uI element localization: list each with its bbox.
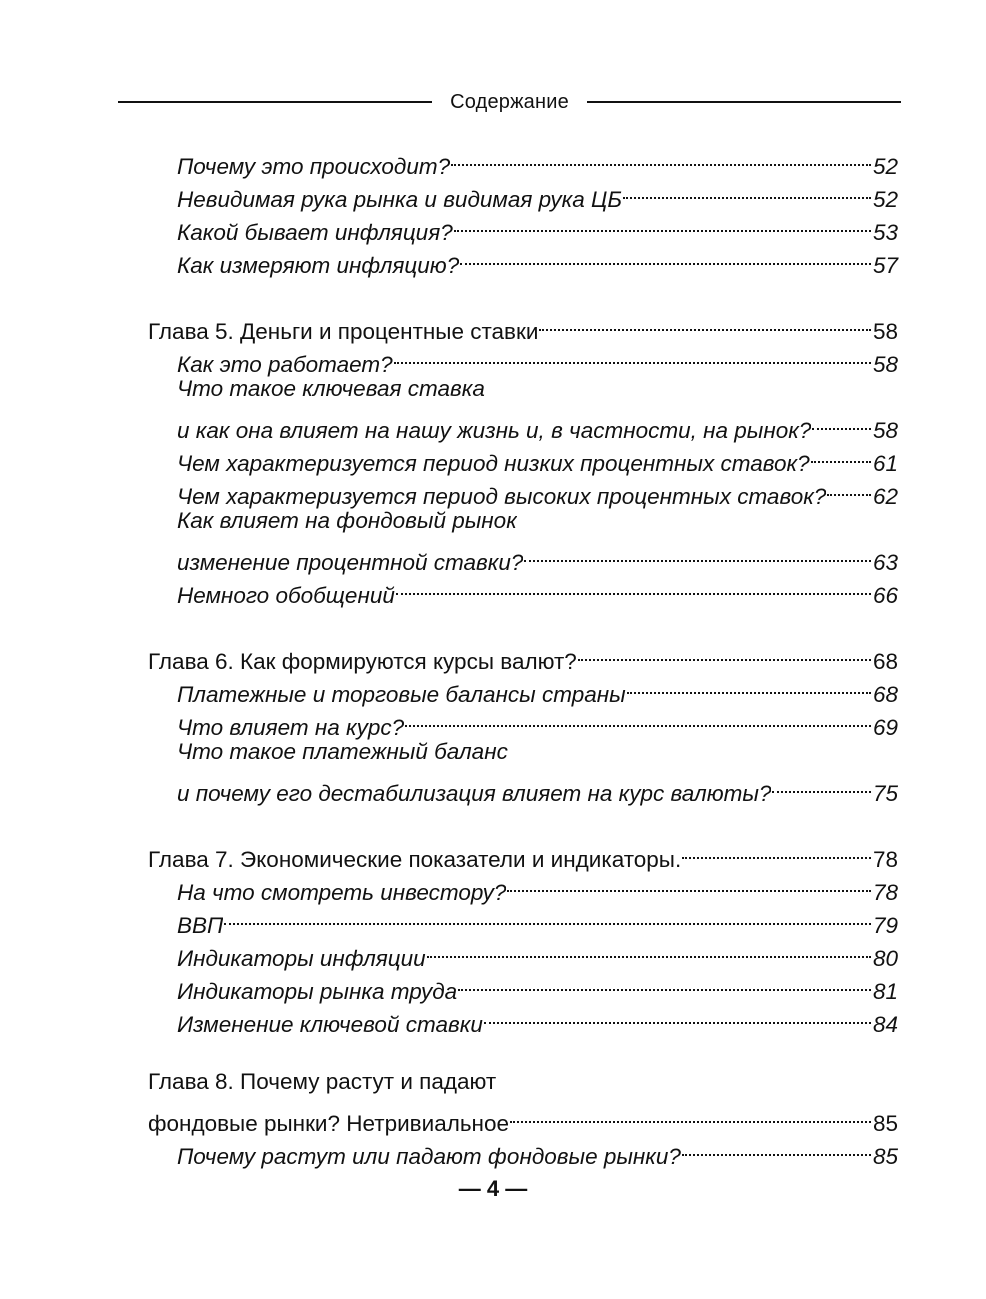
toc-entry-page: 62 xyxy=(872,484,898,509)
toc-entry-label: Что влияет на курс? xyxy=(177,715,405,740)
table-of-contents xyxy=(148,141,898,1169)
toc-entry-label: Как это работает? xyxy=(177,352,393,377)
dot-leader xyxy=(405,702,871,735)
toc-entry-label: и почему его дестабилизация влияет на курс валюты? xyxy=(177,781,772,806)
toc-entry-label: Индикаторы инфляции xyxy=(177,946,426,971)
toc-chapter-entry[interactable] xyxy=(148,1065,898,1098)
dot-leader xyxy=(454,207,871,240)
toc-entry-label: Какой бывает инфляция? xyxy=(177,220,453,245)
toc-section-entry[interactable] xyxy=(148,933,898,971)
toc-entry-page: 52 xyxy=(872,154,898,179)
toc-entry-label: Индикаторы рынка труда xyxy=(177,979,458,1004)
dot-leader xyxy=(812,405,871,438)
toc-entry-page: 58 xyxy=(872,418,898,443)
toc-entry-page: 78 xyxy=(872,847,898,872)
toc-entry-page: 68 xyxy=(872,682,898,707)
toc-entry-page: 85 xyxy=(872,1111,898,1136)
toc-entry-page: 85 xyxy=(872,1144,898,1169)
toc-entry-label: Как влияет на фондовый рынок xyxy=(177,508,517,533)
toc-entry-page: 80 xyxy=(872,946,898,971)
toc-entry-page: 68 xyxy=(872,649,898,674)
toc-entry-label: и как она влияет на нашу жизнь и, в частности, на рынок? xyxy=(177,418,812,443)
dot-leader xyxy=(458,966,871,999)
toc-section-entry[interactable] xyxy=(148,735,898,768)
toc-chapter-entry[interactable] xyxy=(148,1098,898,1136)
dot-leader xyxy=(539,306,871,339)
dot-leader xyxy=(460,240,871,273)
toc-entry-label: Как измеряют инфляцию? xyxy=(177,253,460,278)
toc-entry-label: Глава 7. Экономические показатели и индикаторы. xyxy=(148,847,682,872)
toc-entry-label: На что смотреть инвестору? xyxy=(177,880,507,905)
dot-leader xyxy=(682,834,871,867)
toc-entry-label: Глава 6. Как формируются курсы валют? xyxy=(148,649,577,674)
toc-entry-label: Чем характеризуется период низких процентных ставок? xyxy=(177,451,810,476)
toc-entry-label: Почему это происходит? xyxy=(177,154,451,179)
dot-leader xyxy=(394,339,871,372)
dot-leader xyxy=(811,438,871,471)
dot-leader xyxy=(224,900,871,933)
toc-entry-page: 84 xyxy=(872,1012,898,1037)
dot-leader xyxy=(524,537,871,570)
dot-leader xyxy=(772,768,871,801)
page-number: — 4 — xyxy=(458,1176,528,1201)
toc-entry-label: изменение процентной ставки? xyxy=(177,550,524,575)
toc-entry-page: 53 xyxy=(872,220,898,245)
dot-leader xyxy=(507,867,871,900)
toc-section-entry[interactable] xyxy=(148,405,898,443)
toc-chapter-entry[interactable] xyxy=(148,306,898,344)
toc-entry-label: Платежные и торговые балансы страны xyxy=(177,682,626,707)
toc-entry-label: Глава 8. Почему растут и падают xyxy=(148,1069,497,1094)
toc-chapter-entry[interactable] xyxy=(148,636,898,674)
toc-entry-page: 58 xyxy=(872,352,898,377)
dot-leader xyxy=(623,174,871,207)
header-rule-left xyxy=(118,101,432,103)
toc-entry-page: 66 xyxy=(872,583,898,608)
toc-entry-label: Что такое ключевая ставка xyxy=(177,376,485,401)
dot-leader xyxy=(627,669,871,702)
header-rule-right xyxy=(587,101,901,103)
toc-entry-label: Что такое платежный баланс xyxy=(177,739,508,764)
toc-entry-page: 79 xyxy=(872,913,898,938)
header-title: Содержание xyxy=(450,90,569,113)
toc-entry-page: 78 xyxy=(872,880,898,905)
toc-entry-label: ВВП xyxy=(177,913,224,938)
dot-leader xyxy=(510,1098,871,1131)
toc-section-entry[interactable] xyxy=(148,900,898,938)
toc-entry-label: Чем характеризуется период высоких процентных ставок? xyxy=(177,484,827,509)
dot-leader xyxy=(451,141,871,174)
toc-entry-page: 69 xyxy=(872,715,898,740)
toc-entry-page: 75 xyxy=(872,781,898,806)
toc-entry-label: Невидимая рука рынка и видимая рука ЦБ xyxy=(177,187,623,212)
toc-entry-page: 58 xyxy=(872,319,898,344)
toc-chapter-entry[interactable] xyxy=(148,834,898,872)
dot-leader xyxy=(427,933,871,966)
toc-entry-page: 81 xyxy=(872,979,898,1004)
toc-section-entry[interactable] xyxy=(148,372,898,405)
toc-entry-label: Глава 5. Деньги и процентные ставки xyxy=(148,319,539,344)
dot-leader xyxy=(396,570,871,603)
dot-leader xyxy=(827,471,871,504)
toc-entry-label: фондовые рынки? Нетривиальное xyxy=(148,1111,510,1136)
toc-section-entry[interactable] xyxy=(148,537,898,575)
dot-leader xyxy=(682,1131,871,1164)
toc-entry-label: Немного обобщений xyxy=(177,583,395,608)
running-header xyxy=(118,88,901,116)
dot-leader xyxy=(578,636,871,669)
dot-leader xyxy=(484,999,871,1032)
toc-entry-label: Почему растут или падают фондовые рынки? xyxy=(177,1144,681,1169)
toc-section-entry[interactable] xyxy=(148,768,898,806)
toc-section-entry[interactable] xyxy=(148,141,898,179)
toc-entry-page: 57 xyxy=(872,253,898,278)
toc-entry-page: 52 xyxy=(872,187,898,212)
toc-entry-page: 63 xyxy=(872,550,898,575)
toc-entry-page: 61 xyxy=(872,451,898,476)
toc-entry-label: Изменение ключевой ставки xyxy=(177,1012,483,1037)
